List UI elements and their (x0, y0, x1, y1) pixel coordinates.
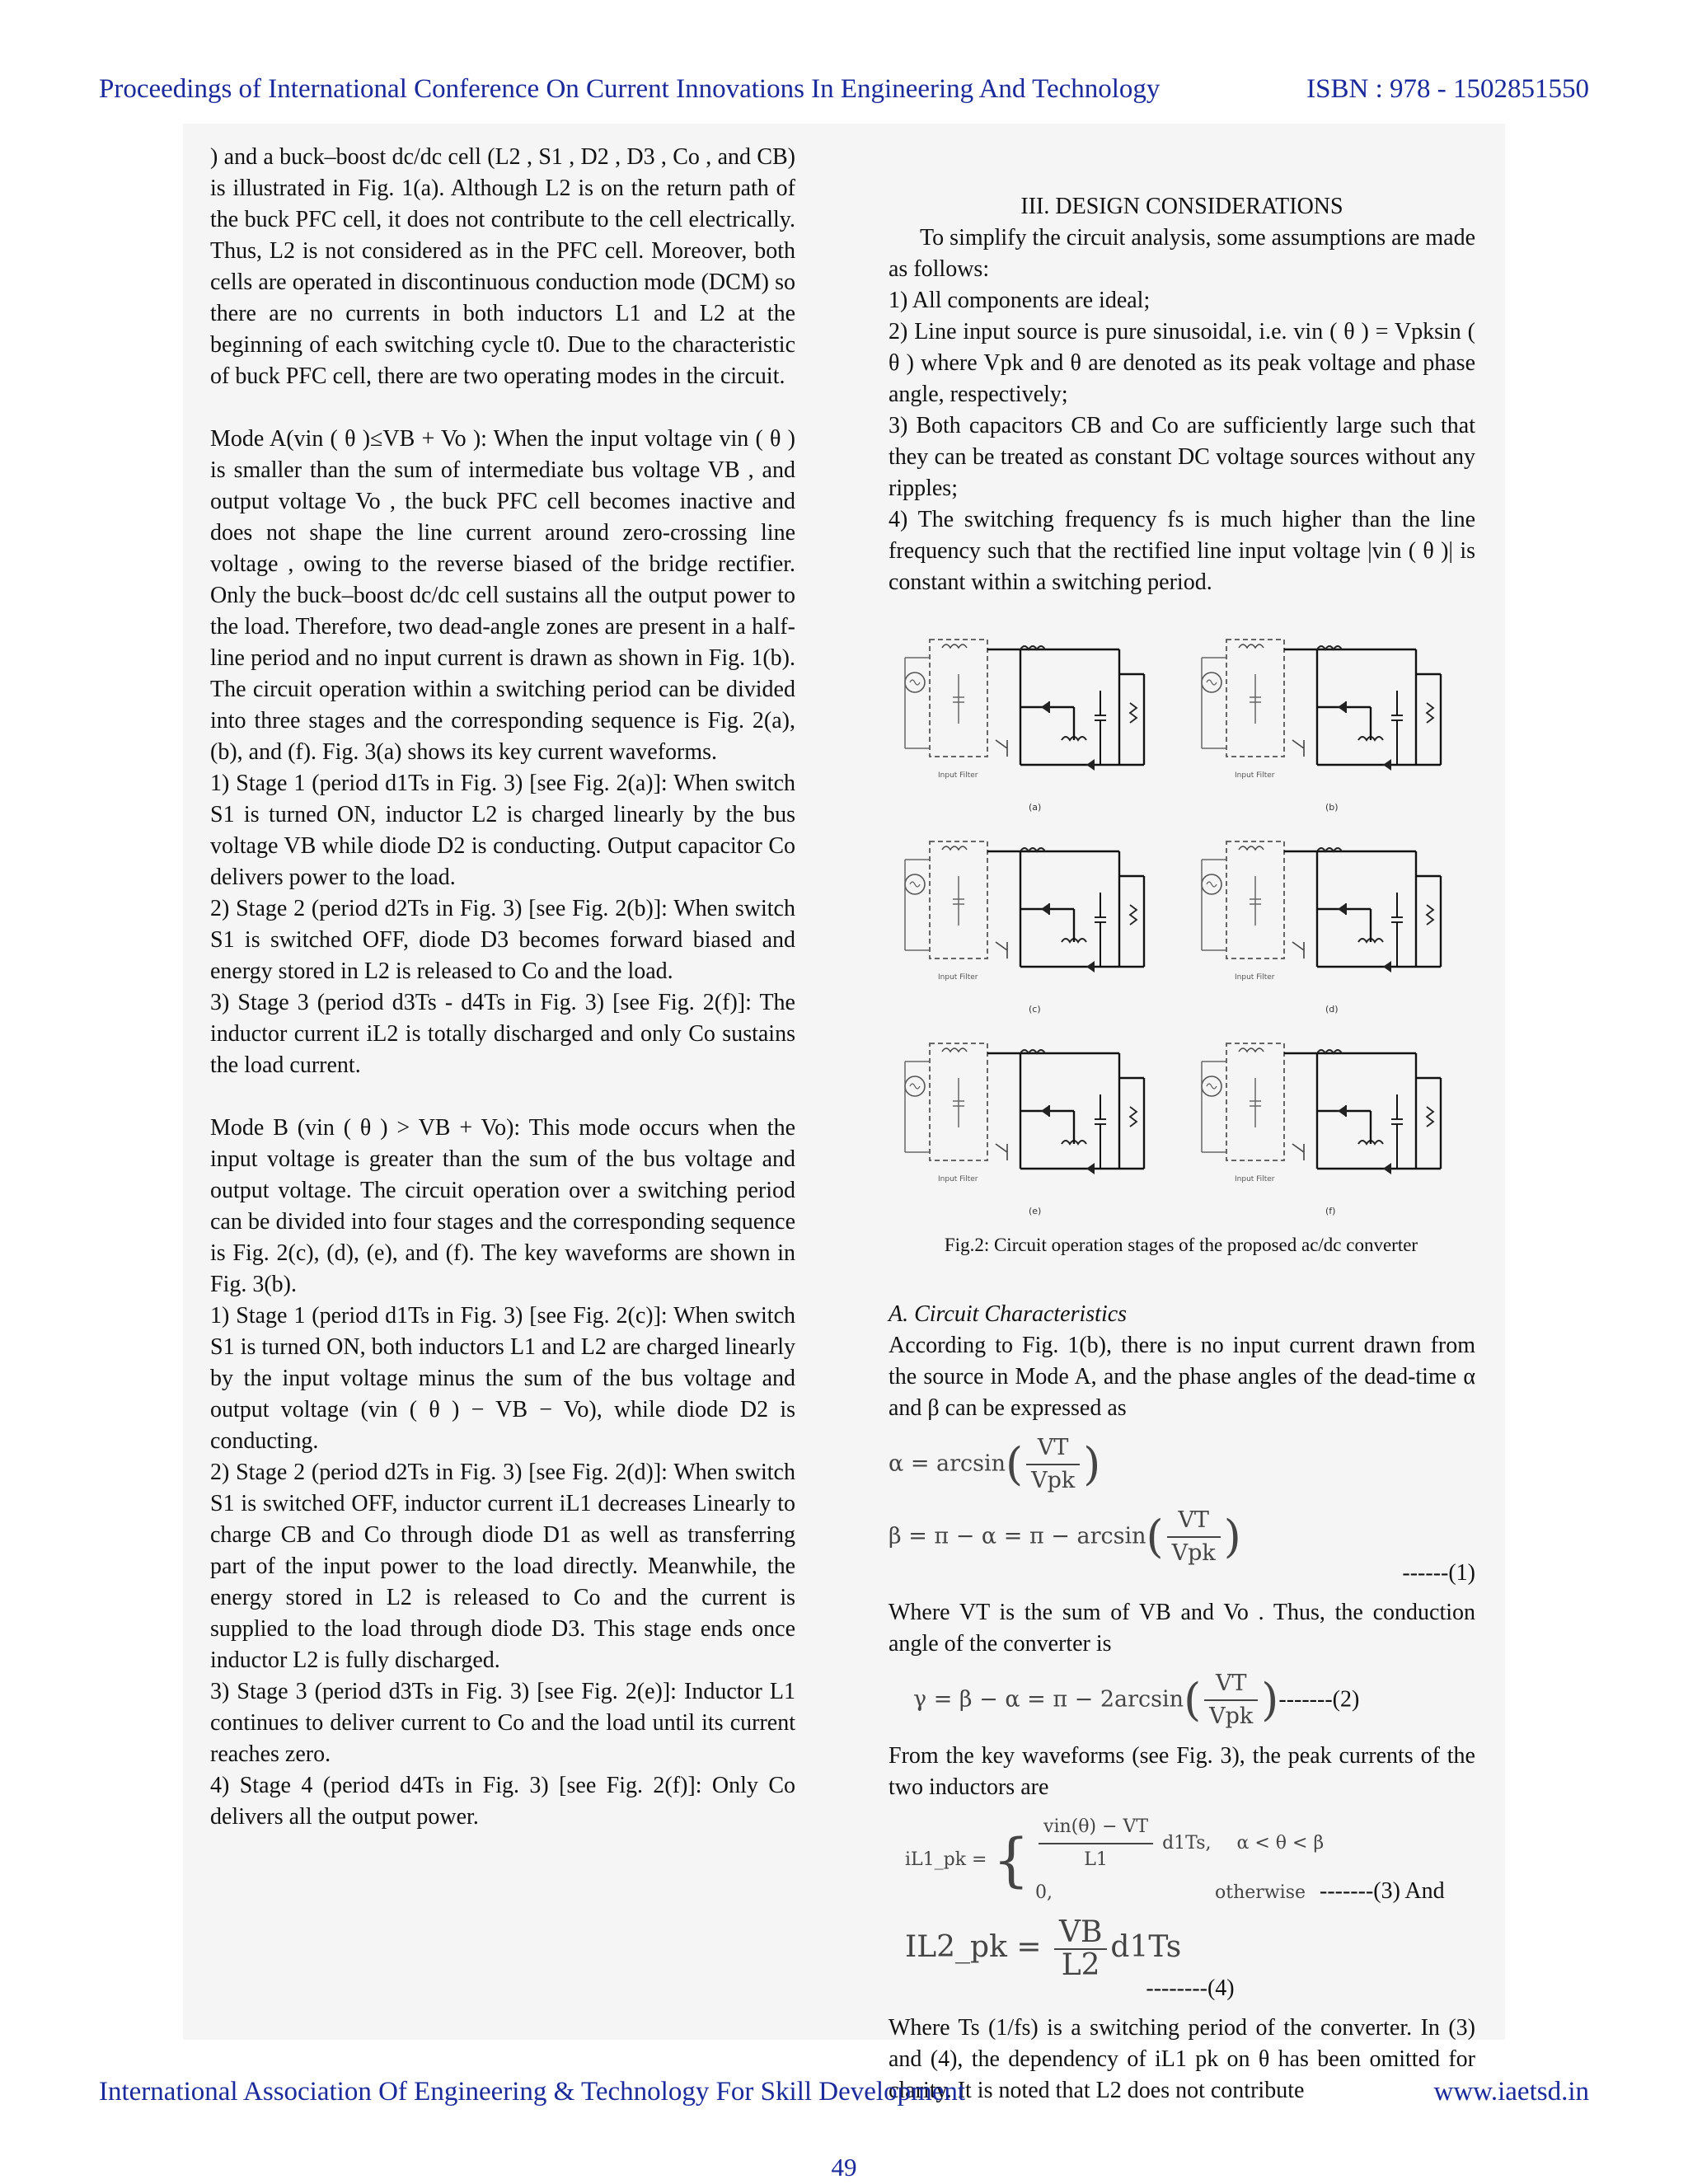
eq2-den: Vpk (1209, 1704, 1254, 1729)
mode-b-paragraph: Mode B (vin ( θ ) > VB + Vo): This mode occurs when the input voltage is greater than the sum of the bus voltage and output voltage. The circuit operation over a switching period can be divided into four stages and the corresponding sequence is Fig. 2(c), (d), (e), and (f). The key waveforms are shown in Fig. 3(b). (210, 1115, 795, 1297)
header-title: Proceedings of International Conference On Current Innovations In Engineering And Technology (99, 74, 1160, 104)
assumption-2: 2) Line input source is pure sinusoidal, i.e. vin ( θ ) = Vpksin ( θ ) where Vpk and θ are denoted as its peak voltage and phase angle, respectively; (889, 319, 1475, 407)
eq4-num: VB (1054, 1917, 1107, 1950)
mode-a-stage2: 2) Stage 2 (period d2Ts in Fig. 3) [see Fig. 2(b)]: When switch S1 is switched OFF, diode D3 becomes forward biased and energy stored in L2 is released to Co and the load. (210, 896, 795, 984)
mode-b-stage1: 1) Stage 1 (period d1Ts in Fig. 3) [see Fig. 2(c)]: When switch S1 is turned ON, both inductors L1 and L2 are charged linearly by the input voltage minus the sum of the bus voltage and output voltage (vin ( θ ) − VB − Vo), while diode D2 is conducting. (210, 1303, 795, 1454)
eq1-alpha-lhs: α = arcsin (889, 1451, 1006, 1477)
eq1-beta-lhs: β = π − α = π − arcsin (889, 1523, 1146, 1549)
panel-label-d: (d) (1325, 1004, 1339, 1015)
equation-2-label: -------(2) (1278, 1686, 1360, 1713)
subsection-heading: A. Circuit Characteristics (889, 1301, 1128, 1327)
panel-label-f: (f) (1325, 1206, 1336, 1216)
figure-caption: Fig.2: Circuit operation stages of the proposed ac/dc converter (944, 1235, 1418, 1255)
characteristics-paragraph: According to Fig. 1(b), there is no input current drawn from the source in Mode A, and the phase angles of the dead-time α and β can be expressed as (889, 1333, 1475, 1421)
eq3-case1-cond: α < θ < β (1236, 1833, 1325, 1854)
left-column (210, 142, 795, 1833)
mode-a-stage1: 1) Stage 1 (period d1Ts in Fig. 3) [see Fig. 2(a)]: When switch S1 is turned ON, inductor L2 is charged linearly by the bus voltage VB while diode D2 is conducting. Output capacitor Co delivers power to the load. (210, 771, 795, 890)
equation-3-label: -------(3) And (1320, 1878, 1445, 1904)
assumptions-intro: To simplify the circuit analysis, some assumptions are made as follows: (889, 225, 1475, 282)
equation-3: iL1_pk = { $\frac{\text{vin(θ) − VT}}{L1}$ d1Ts, α < θ < β 0, otherwise -------(3) And (889, 1811, 1475, 1909)
eq4-tail: d1Ts (1110, 1930, 1182, 1964)
circuit-figure (889, 616, 1474, 1259)
eq3-case2: 0, (1035, 1882, 1053, 1903)
equation-1-beta: β = π − α = π − arcsin( $\frac{VT}{\text{Vpk}}$ ) ------(1) (889, 1505, 1475, 1589)
eq4-den: L2 (1061, 1948, 1100, 1982)
eq1-alpha-num: VT (1026, 1432, 1080, 1465)
eq2-num: VT (1204, 1668, 1258, 1701)
mode-b-stage2: 2) Stage 2 (period d2Ts in Fig. 3) [see Fig. 2(d)]: When switch S1 is switched OFF, inductor current iL1 decreases Linearly to charge CB and Co through diode D1 as well as transferring part of the input power to the load directly. Meanwhile, the energy stored in L2 is released to Co and the current is supplied to the load through diode D3. This stage ends once inductor L2 is fully discharged. (210, 1460, 795, 1673)
eq1-beta-den: Vpk (1171, 1540, 1216, 1566)
input-filter-label-a: Input Filter (938, 771, 978, 780)
peak-currents-paragraph: From the key waveforms (see Fig. 3), the peak currents of the two inductors are (889, 1743, 1475, 1800)
equation-4 (889, 1917, 1475, 2004)
where-ts-paragraph: Where Ts (1/fs) is a switching period of the converter. In (3) and (4), the dependency of iL1 pk on θ has been omitted for clarity. It is noted that L2 does not contribute (889, 2015, 1475, 2103)
assumption-1: 1) All components are ideal; (889, 288, 1151, 313)
input-filter-label-e: Input Filter (938, 1175, 978, 1183)
mode-a-paragraph: Mode A(vin ( θ )≤VB + Vo ): When the input voltage vin ( θ ) is smaller than the sum of intermediate bus voltage VB , and output voltage Vo , the buck PFC cell becomes inactive and does not shape the line current around zero-crossing line voltage , owing to the reverse biased of the bridge rectifier. Only the buck–boost dc/dc cell sustains all the output power to the load. Therefore, two dead-angle zones are present in a half-line period and no input current is drawn as shown in Fig. 1(b). The circuit operation within a switching period can be divided into three stages and the corresponding sequence is Fig. 2(a),(b), and (f). Fig. 3(a) shows its key current waveforms. (210, 426, 795, 765)
intro-paragraph: ) and a buck–boost dc/dc cell (L2 , S1 , D2 , D3 , Co , and CB) is illustrated in Fig. 1(a). Although L2 is on the return path of the buck PFC cell, it does not contribute to the cell electrically. Thus, L2 is not considered as in the PFC cell. Moreover, both cells are operated in discontinuous conduction mode (DCM) so there are no currents in both inductors L1 and L2 at the beginning of each switching cycle t0. Due to the characteristic of buck PFC cell, there are two operating modes in the circuit. (210, 144, 795, 389)
equation-2: γ = β − α = π − 2arcsin( $\frac{VT}{\text{Vpk}}$ )-------(2) (889, 1668, 1475, 1732)
mode-b-stage4: 4) Stage 4 (period d4Ts in Fig. 3) [see Fig. 2(f)]: Only Co delivers all the output power. (210, 1773, 795, 1830)
eq4-lhs: IL2_pk = (905, 1930, 1042, 1964)
eq2-lhs: γ = β − α = π − 2arcsin (913, 1686, 1184, 1713)
eq1-alpha-den: Vpk (1031, 1468, 1076, 1493)
input-filter-label-b: Input Filter (1235, 771, 1275, 780)
mode-a-stage3: 3) Stage 3 (period d3Ts - d4Ts in Fig. 3) [see Fig. 2(f)]: The inductor current iL2 is totally discharged and only Co sustains the load current. (210, 990, 795, 1078)
footer-url[interactable]: www.iaetsd.in (1433, 2077, 1589, 2107)
mode-b-stage3: 3) Stage 3 (period d3Ts in Fig. 3) [see Fig. 2(e)]: Inductor L1 continues to deliver current to Co and the load until its current reaches zero. (210, 1679, 795, 1767)
footer-organization: International Association Of Engineering & Technology For Skill Development (99, 2077, 966, 2107)
panel-label-c: (c) (1029, 1004, 1041, 1015)
input-filter-label-c: Input Filter (938, 973, 978, 982)
equation-4-label: --------(4) (1146, 1975, 1235, 2001)
eq1-beta-num: VT (1167, 1505, 1221, 1538)
page-number: 49 (831, 2153, 857, 2182)
equation-1-alpha: α = arcsin( $\frac{VT}{\text{Vpk}}$ ) (889, 1432, 1475, 1497)
eq3-case1-den: L1 (1084, 1849, 1108, 1870)
eq3-case1-tail: d1Ts, (1162, 1833, 1212, 1854)
input-filter-label-d: Input Filter (1235, 973, 1275, 982)
panel-label-a: (a) (1029, 802, 1042, 813)
eq3-case1-num: vin(θ) − VT (1039, 1811, 1153, 1844)
right-column (889, 142, 1475, 2107)
header-isbn: ISBN : 978 - 1502851550 (1306, 74, 1589, 104)
panel-label-b: (b) (1325, 802, 1339, 813)
assumption-4: 4) The switching frequency fs is much higher than the line frequency such that the rectified line input voltage |vin ( θ )| is constant within a switching period. (889, 507, 1475, 595)
eq3-case2-cond: otherwise (1215, 1882, 1306, 1903)
where-vt-paragraph: Where VT is the sum of VB and Vo . Thus, the conduction angle of the converter is (889, 1600, 1475, 1657)
equation-1-label: ------(1) (1402, 1560, 1475, 1586)
eq3-lhs: iL1_pk = (905, 1849, 987, 1870)
input-filter-label-f: Input Filter (1235, 1175, 1275, 1183)
panel-label-e: (e) (1029, 1206, 1042, 1216)
section-heading: III. DESIGN CONSIDERATIONS (1020, 194, 1343, 219)
assumption-3: 3) Both capacitors CB and Co are sufficiently large such that they can be treated as constant DC voltage sources without any ripples; (889, 413, 1475, 501)
circuit-stages-diagram (889, 616, 1474, 1226)
